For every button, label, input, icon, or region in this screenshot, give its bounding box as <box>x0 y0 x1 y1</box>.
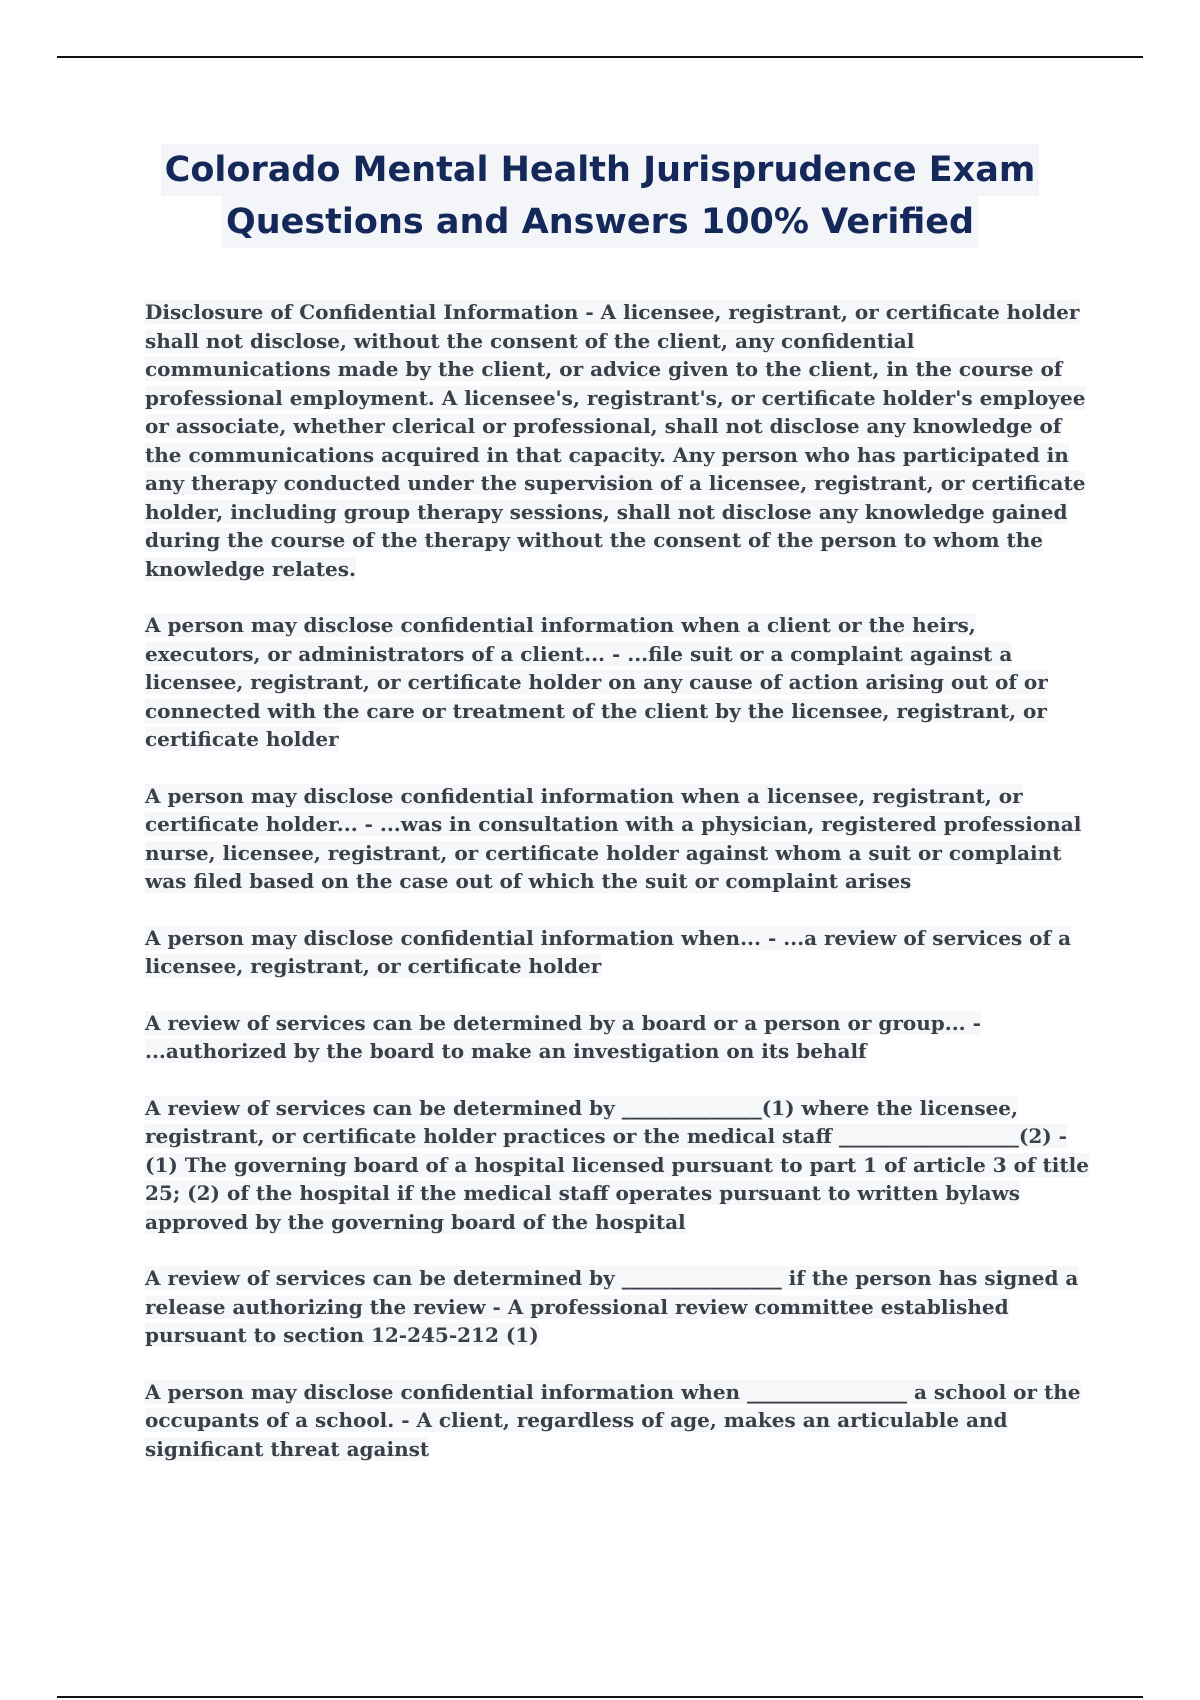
qa-entry-text: A person may disclose confidential information when... - ...a review of services of a licensee, registrant, or certificate holder <box>145 925 1072 978</box>
qa-entry <box>145 1264 1090 1350</box>
qa-entry <box>145 924 1090 981</box>
qa-entry-text: A review of services can be determined by a board or a person or group... - ...authorized by the board to make an investigation on its behalf <box>145 1010 981 1063</box>
qa-entry <box>145 298 1090 583</box>
qa-entry-text: A person may disclose confidential information when ________________ a school or the occupants of a school. - A client, regardless of age, makes an articulable and significant threat against <box>145 1379 1081 1461</box>
bottom-rule <box>57 1696 1143 1698</box>
qa-entry <box>145 1009 1090 1066</box>
title-line-2: Questions and Answers 100% Verified <box>222 196 978 248</box>
qa-entry-text: A review of services can be determined by ______________(1) where the licensee, registrant, or certificate holder practices or the medical staff __________________(2) - (1) The governing board of a hospital licensed pursuant to part 1 of article 3 of title 25; (2) of the hospital if the medical staff operates pursuant to written bylaws approved by the governing board of the hospital <box>145 1095 1089 1234</box>
qa-entry <box>145 782 1090 896</box>
title-line-1: Colorado Mental Health Jurisprudence Exam <box>161 144 1040 196</box>
top-rule <box>57 56 1143 58</box>
qa-list <box>145 298 1090 1491</box>
qa-entry-text: A person may disclose confidential information when a client or the heirs, executors, or administrators of a client... - ...file suit or a complaint against a licensee, registrant, or certificate holder on any cause of action arising out of or connected with the care or treatment of the client by the licensee, registrant, or certificate holder <box>145 613 1048 751</box>
qa-entry-text: Disclosure of Confidential Information - A licensee, registrant, or certificate holder shall not disclose, without the consent of the client, any confidential communications made by the client, or advice given to the client, in the course of professional employment. A licensee's, registrant's, or certificate holder's employee or associate, whether clerical or professional, shall not disclose any knowledge of the communications acquired in that capacity. Any person who has participated in any therapy conducted under the supervision of a licensee, registrant, or certificate holder, including group therapy sessions, shall not disclose any knowledge gained during the course of the therapy without the consent of the person to whom the knowledge relates. <box>145 300 1086 581</box>
qa-entry-text: A person may disclose confidential information when a licensee, registrant, or certificate holder... - ...was in consultation with a physician, registered professional nurse, licensee, registrant, or certificate holder against whom a suit or complaint was filed based on the case out of which the suit or complaint arises <box>145 783 1082 893</box>
qa-entry <box>145 611 1090 754</box>
document-title <box>0 144 1200 248</box>
qa-entry <box>145 1378 1090 1464</box>
qa-entry <box>145 1094 1090 1237</box>
qa-entry-text: A review of services can be determined by ________________ if the person has signed a release authorizing the review - A professional review committee established pursuant to section 12-245-212 (1) <box>145 1266 1079 1347</box>
